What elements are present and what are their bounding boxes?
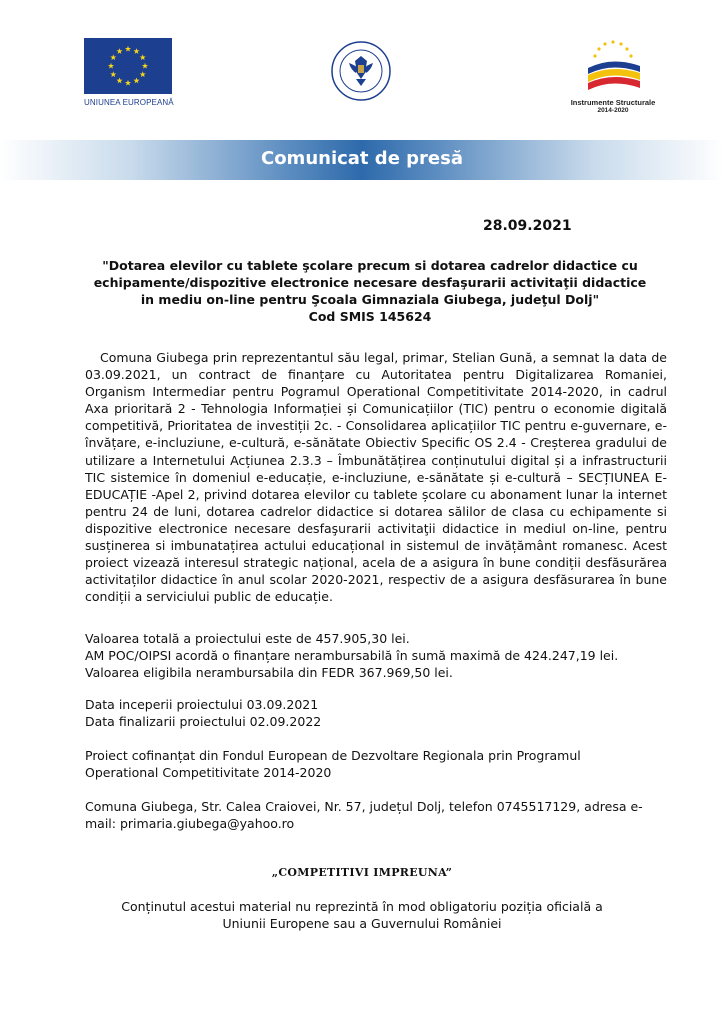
eu-flag-icon — [84, 38, 172, 94]
disclaimer: Conținutul acestui material nu reprezintă în mod obligatoriu poziția oficială a Uniunii Europene sau a Guvernului României — [121, 899, 603, 931]
slogan: „COMPETITIVI IMPREUNA” — [271, 866, 453, 879]
document-date: 28.09.2021 — [483, 218, 572, 234]
total-value-line: Valoarea totală a proiectului este de 457.905,30 lei. — [85, 631, 410, 646]
structural-instruments-years: 2014-2020 — [597, 107, 629, 114]
eu-logo-text: UNIUNEA EUROPEANĂ — [84, 98, 174, 107]
logo-header — [0, 0, 724, 135]
structural-instruments-logo-icon — [582, 38, 644, 98]
banner-title: Comunicat de presă — [260, 148, 463, 169]
project-title-line: echipamente/dispozitive electronice necesare desfaşurarii activitaţii didactice — [93, 275, 647, 290]
project-title-line: "Dotarea elevilor cu tablete şcolare precum si dotarea cadrelor didactice cu — [102, 258, 638, 273]
structural-instruments-text: Instrumente Structurale — [570, 98, 656, 107]
cofinancing-statement: Proiect cofinanțat din Fondul European de Dezvoltare Regionala prin Programul Operational Competitivitate 2014-2020 — [85, 748, 581, 780]
project-smis-code: Cod SMIS 145624 — [308, 309, 432, 324]
press-release-banner — [0, 140, 724, 180]
project-values — [85, 630, 675, 681]
fedr-value-line: Valoarea eligibila nerambursabila din FEDR 367.969,50 lei. — [85, 665, 453, 680]
end-date-line: Data finalizarii proiectului 02.09.2022 — [85, 714, 322, 729]
start-date-line: Data inceperii proiectului 03.09.2021 — [85, 697, 319, 712]
eu-logo — [84, 38, 174, 107]
project-title-line: in mediu on-line pentru Şcoala Gimnaziala Giubega, judeţul Dolj" — [140, 292, 600, 307]
contact-info: Comuna Giubega, Str. Calea Craiovei, Nr. 57, județul Dolj, telefon 0745517129, adresa e-mail: primaria.giubega@yahoo.ro — [85, 799, 643, 831]
structural-instruments-logo — [563, 38, 663, 114]
romanian-government-seal-icon — [331, 41, 391, 101]
project-title — [80, 257, 660, 325]
project-dates — [85, 696, 675, 730]
body-paragraph: Comuna Giubega prin reprezentantul său legal, primar, Stelian Gună, a semnat la data de 03.09.2021, un contract de finanțare cu Autoritatea pentru Digitalizarea Romaniei, Organism Intermediar pentru Pogramul Operational Competitivitate 2014-2020, in cadrul Axa prioritară 2 - Tehnologia Informației și Comunicațiilor (TIC) pentru o economie digitală competitivă, Prioritatea de investiții 2c. - Consolidarea aplicațiilor TIC pentru e-guvernare, e-învățare, e-incluziune, e-cultură, e-sănătate Obiectiv Specific OS 2.4 - Creșterea gradului de utilizare a Internetului Acțiunea 2.3.3 – Îmbunătățirea conținutului digital și a infrastructurii TIC sistemice în domeniul e-educație, e-incluziune, e-sănătate și e-cultură – SECȚIUNEA E-EDUCAȚIE -Apel 2, privind dotarea elevilor cu tablete școlare cu abonament lunar la internet pentru 24 de luni, dotarea cadrelor didactice si dotarea sălilor de clasa cu echipamente si dispozitive electronice necesare desfaşurarii activitaţii didactice in mediul on-line, pentru susținerea si imbunatațirea actului educațional in sistemul de invățământ romanesc. Acest proiect vizează interesul strategic național, acela de a asigura în bune condiții desfăsurărea activitaților didactice în anul scolar 2020-2021, respectiv de a asigura desfăsurarea în bune condiții a serviciului public de educație. — [85, 350, 667, 605]
grant-value-line: AM POC/OIPSI acordă o finanțare nerambursabilă în sumă maximă de 424.247,19 lei. — [85, 648, 619, 663]
